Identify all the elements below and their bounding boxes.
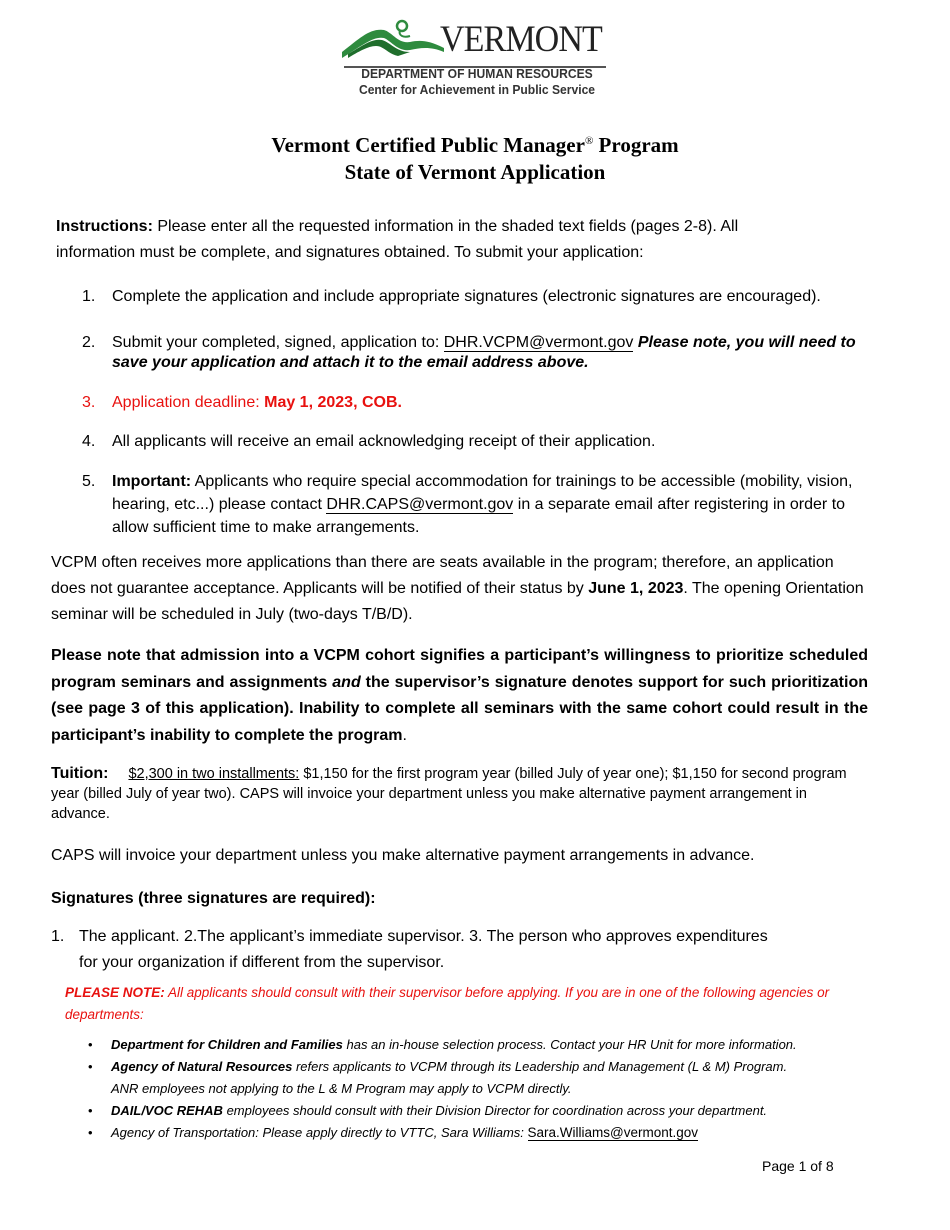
vcpm-email-link[interactable]: DHR.VCPM@vermont.gov <box>443 334 634 351</box>
acceptance-paragraph <box>51 550 871 628</box>
agency-text-line-2: ANR employees not applying to the L & M Program may apply to VCPM directly. <box>111 1081 572 1096</box>
admission-and: and <box>332 673 361 691</box>
mountain-logo-icon <box>340 18 445 64</box>
agency-name: DAIL/VOC REHAB <box>111 1103 223 1118</box>
agency-list <box>88 1034 868 1144</box>
step-text: Complete the application and include appropriate signatures (electronic signatures are encouraged). <box>112 288 821 305</box>
logo-department: DEPARTMENT OF HUMAN RESOURCES <box>361 66 593 81</box>
important-label: Important: <box>112 473 192 490</box>
instructions <box>56 214 796 266</box>
admission-tail: the supervisor’s signature denotes support for such prioritization (see page 3 of this application). Inability to complete all seminars with the same cohort could result in the participant’s inability to complete the program <box>51 673 869 744</box>
agency-name: Department for Children and Families <box>111 1037 343 1052</box>
admission-text: Please note that admission into a VCPM cohort signifies a participant’s willingness to prioritize scheduled program seminars and assignments <box>51 647 868 691</box>
acceptance-text: VCPM often receives more applications than there are seats available in the program; therefore, an application does not guarantee acceptance. Applicants will be notified of their status by <box>51 554 834 597</box>
page-subtitle: State of Vermont Application <box>344 160 606 184</box>
step-number: 2. <box>82 334 96 351</box>
agency-name: Agency of Natural Resources <box>111 1059 293 1074</box>
tuition-text: $1,150 for the first program year (billed July of year one); $1,150 for second program year (billed July of year two). CAPS will invoice your department unless you make alternative payment arrangement in advance. <box>51 766 847 822</box>
instructions-text: Please enter all the requested information in the shaded text fields (pages 2-8). All information must be complete, and signatures obtained. To submit your application: <box>56 218 739 261</box>
step-5 <box>82 470 872 539</box>
step-text: Applicants who require special accommodation for trainings to be accessible (mobility, vision, hearing, etc...) please contact <box>112 473 853 513</box>
deadline-label: Application deadline: <box>112 394 265 411</box>
please-note-label: PLEASE NOTE: <box>65 985 165 1000</box>
step-3 <box>82 391 872 414</box>
agency-item-anr <box>88 1056 868 1100</box>
agency-text: employees should consult with their Division Director for coordination across your department. <box>222 1103 768 1118</box>
registered-mark: ® <box>584 135 594 147</box>
admission-paragraph <box>51 643 868 749</box>
tuition-label: Tuition: <box>51 765 109 782</box>
logo-wordmark: VERMONT <box>440 19 602 60</box>
tuition-paragraph <box>51 764 861 824</box>
signatures-line-2: for your organization if different from the supervisor. <box>79 954 445 971</box>
please-note-text: All applicants should consult with their supervisor before applying. If you are in one of the following agencies or departments: <box>65 985 830 1022</box>
agency-item-vtrans <box>88 1122 868 1144</box>
title-end: Program <box>593 133 679 157</box>
page-number: Page 1 of 8 <box>762 1158 834 1174</box>
signatures-list <box>51 924 871 976</box>
step-number: 4. <box>82 433 96 450</box>
invoice-note: CAPS will invoice your department unless you make alternative payment arrangements in advance. <box>51 847 755 864</box>
step-text: Submit your completed, signed, application to: <box>112 334 444 351</box>
caps-email-link[interactable]: DHR.CAPS@vermont.gov <box>326 496 514 513</box>
agency-text: has an in-house selection process. Contact your HR Unit for more information. <box>342 1037 797 1052</box>
agency-item-dcf <box>88 1034 868 1056</box>
title-main: Vermont Certified Public Manager <box>271 133 585 157</box>
tuition-amount: $2,300 in two installments: <box>128 766 300 782</box>
instructions-label: Instructions: <box>56 218 153 235</box>
signatures-line-1: The applicant. 2.The applicant’s immediate supervisor. 3. The person who approves expenditures <box>79 928 768 945</box>
agency-text: Agency of Transportation: Please apply directly to VTTC, Sara Williams: <box>111 1125 528 1140</box>
step-2 <box>82 333 872 373</box>
agency-item-dail <box>88 1100 868 1122</box>
acceptance-tail: . The opening Orientation seminar will be scheduled in July (two-days T/B/D). <box>51 580 864 623</box>
save-note: Please note, you will need to save your application and attach it to the email address above. <box>112 334 856 371</box>
please-note <box>65 982 870 1026</box>
page-title <box>0 133 950 158</box>
signatures-number: 1. <box>51 928 65 945</box>
step-number: 3. <box>82 394 96 411</box>
step-text-tail: in a separate email after registering in order to allow sufficient time to make arrangements. <box>112 496 846 536</box>
agency-text: refers applicants to VCPM through its Leadership and Management (L & M) Program. <box>292 1059 788 1074</box>
step-text: All applicants will receive an email acknowledging receipt of their application. <box>112 433 656 450</box>
notification-date: June 1, 2023 <box>588 580 684 597</box>
signatures-heading: Signatures (three signatures are required): <box>51 890 376 907</box>
deadline-date: May 1, 2023, COB. <box>264 394 402 411</box>
step-number: 1. <box>82 288 96 305</box>
step-number: 5. <box>82 473 96 490</box>
sara-williams-email-link[interactable]: Sara.Williams@vermont.gov <box>527 1125 699 1140</box>
step-1 <box>82 285 872 308</box>
logo-center: Center for Achievement in Public Service <box>358 82 596 97</box>
vermont-logo <box>340 16 610 102</box>
admission-end: . <box>402 726 407 744</box>
step-4 <box>82 430 872 453</box>
